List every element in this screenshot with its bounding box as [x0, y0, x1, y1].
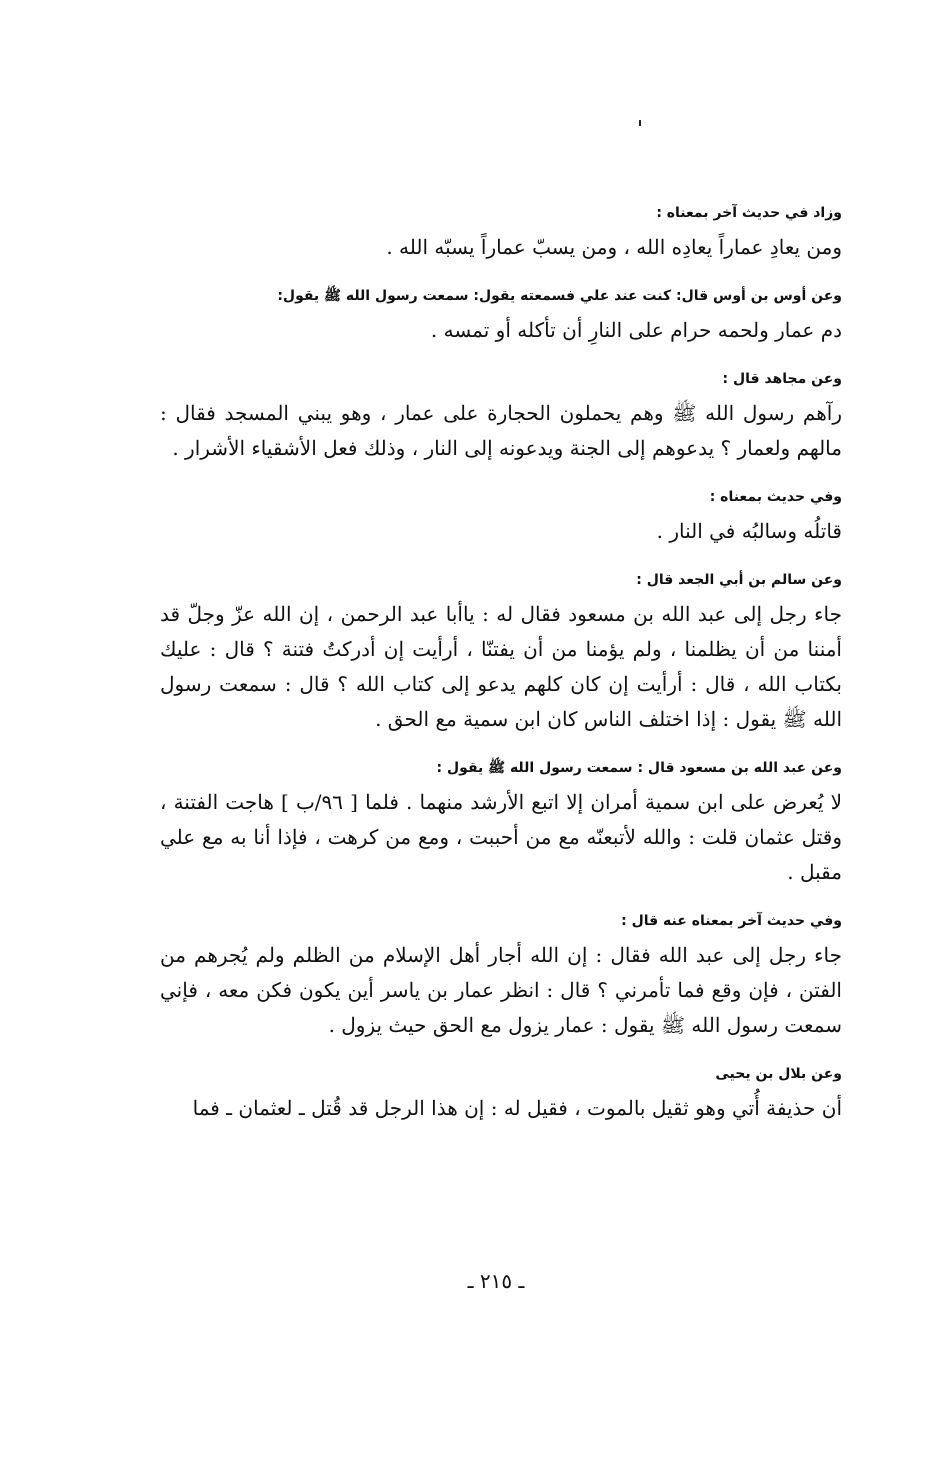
section-body: رآهم رسول الله ﷺ وهم يحملون الحجارة على عمار ، وهو يبني المسجد فقال : مالهم ولعمار ؟ يدعوهم إلى الجنة ويدعونه إلى النار ، وذلك فعل الأشقياء الأشرار . — [160, 401, 842, 460]
page-number-text: ـ ٢١٥ ـ — [467, 1269, 525, 1293]
section-heading: وفي حديث آخر بمعناه عنه قال : — [621, 913, 842, 929]
page-number — [24, 1266, 944, 1296]
section-body: جاء رجل إلى عبد الله بن مسعود فقال له : ياأبا عبد الرحمن ، إن الله عزّ وجلّ قد أمننا من أن يظلمنا ، ولم يؤمنا من أن يفتنّا ، أرأيت إن أدركتُ فتنة ؟ قال : عليك بكتاب الله ، قال : أرأيت إن كان كلهم يدعو إلى كتاب الله ؟ قال : سمعت رسول الله ﷺ يقول : إذا اختلف الناس كان ابن سمية مع الحق . — [160, 602, 842, 731]
section-heading: وعن أوس بن أوس قال: كنت عند علي فسمعته يقول: سمعت رسول الله ﷺ يقول: — [277, 288, 842, 304]
section-body: أن حذيفة أُتي وهو ثقيل بالموت ، فقيل له : إن هذا الرجل قد قُتل ـ لعثمان ـ فما — [192, 1096, 842, 1120]
section-heading: وعن عبد الله بن مسعود قال : سمعت رسول الله ﷺ يقول : — [436, 760, 842, 776]
section-body: جاء رجل إلى عبد الله فقال : إن الله أجار أهل الإسلام من الظلم ولم يُجرهم من الفتن ، فإن وقع فما تأمرني ؟ قال : انظر عمار بن ياسر أين يكون فكن معه ، فإني سمعت رسول الله ﷺ يقول : عمار يزول مع الحق حيث يزول . — [160, 943, 842, 1037]
section-heading: وزاد في حديث آخر بمعناه : — [656, 205, 842, 221]
section-heading: وعن سالم بن أبي الجعد قال : — [636, 572, 842, 588]
section-body: دم عمار ولحمه حرام على النارِ أن تأكله أو تمسه . — [430, 318, 842, 342]
stray-mark — [639, 120, 641, 126]
section-body: قاتلُه وسالبُه في النار . — [656, 519, 842, 543]
section-heading: وعن بلال بن يحيى — [715, 1066, 842, 1082]
section-heading: وفي حديث بمعناه : — [709, 489, 842, 505]
main-text — [160, 200, 842, 1126]
section-body: ومن يعادِ عماراً يعادِه الله ، ومن يسبّ عماراً يسبّه الله . — [386, 235, 842, 259]
section-body: لا يُعرض على ابن سمية أمران إلا اتبع الأرشد منهما . فلما [ ٩٦/ب ] هاجت الفتنة ، وقتل عثمان قلت : والله لأتبعنّه مع من أحببت ، ومع من كرهت ، فإذا أنا به مع علي مقبل . — [160, 790, 842, 884]
section-heading: وعن مجاهد قال : — [722, 371, 842, 387]
